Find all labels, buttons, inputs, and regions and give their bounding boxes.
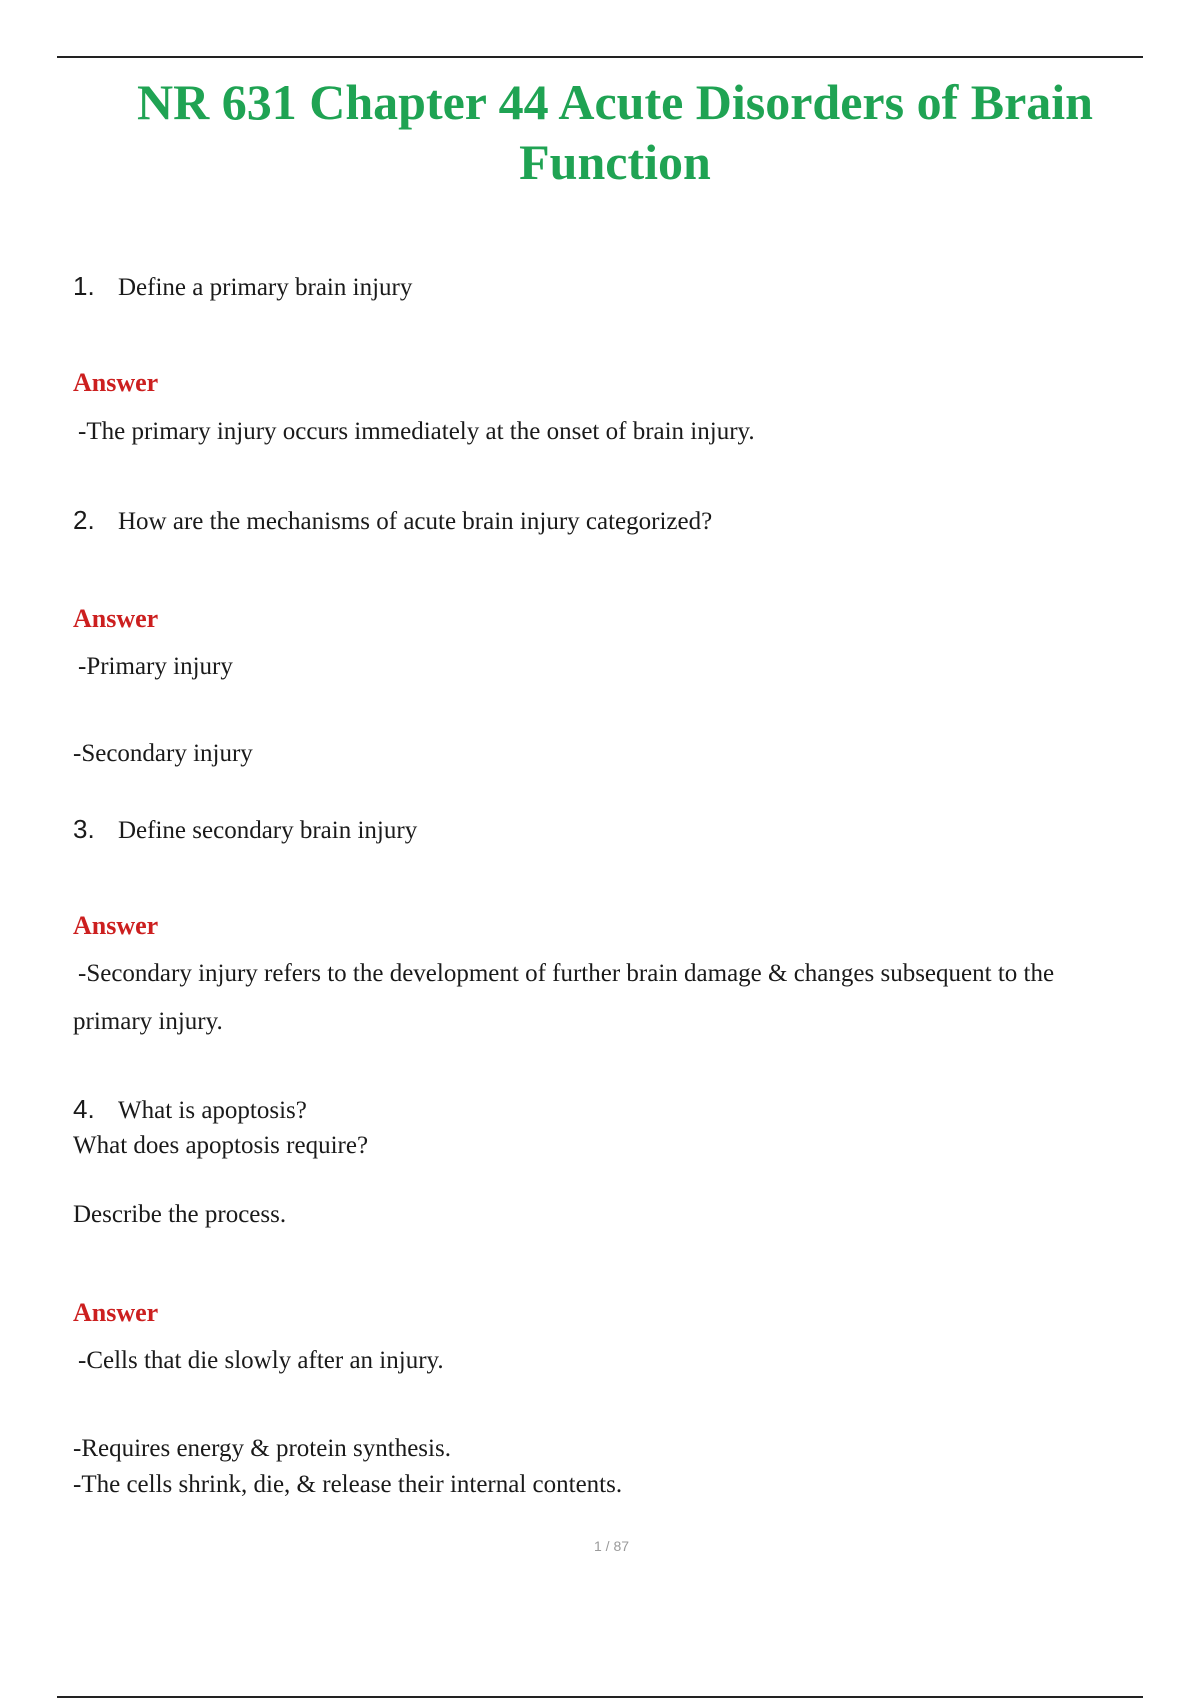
question-number: 4. xyxy=(73,1094,95,1124)
answer-4-line-2: -Requires energy & protein synthesis. xyxy=(73,1435,451,1462)
question-4 xyxy=(73,1094,307,1126)
question-4-line-3: Describe the process. xyxy=(73,1201,287,1228)
question-2 xyxy=(73,505,712,537)
answer-1: -The primary injury occurs immediately at the onset of brain injury. xyxy=(78,418,755,445)
question-number: 1. xyxy=(73,271,95,301)
answer-label-1: Answer xyxy=(73,368,159,397)
answer-3: -Secondary injury refers to the development of further brain damage & changes subsequent to the primary injury. xyxy=(73,960,1055,1035)
answer-label-2: Answer xyxy=(73,604,159,633)
question-number: 2. xyxy=(73,505,95,535)
question-text: Define secondary brain injury xyxy=(118,817,418,844)
question-number: 3. xyxy=(73,814,95,844)
answer-4-line-1: -Cells that die slowly after an injury. xyxy=(78,1347,444,1374)
question-text: How are the mechanisms of acute brain injury categorized? xyxy=(118,508,713,535)
answer-label-3: Answer xyxy=(73,911,159,940)
question-3 xyxy=(73,814,417,846)
bottom-rule xyxy=(57,1696,1143,1698)
answer-label-4: Answer xyxy=(73,1298,159,1327)
answer-2-line-2: -Secondary injury xyxy=(73,740,253,767)
question-4-line-2: What does apoptosis require? xyxy=(73,1132,369,1159)
question-text: What is apoptosis? xyxy=(118,1097,307,1124)
question-text: Define a primary brain injury xyxy=(118,274,413,301)
answer-4-line-3: -The cells shrink, die, & release their internal contents. xyxy=(73,1471,623,1498)
answer-2-line-1: -Primary injury xyxy=(78,653,233,680)
page-number: 1 / 87 xyxy=(593,1538,630,1554)
document-title: NR 631 Chapter 44 Acute Disorders of Brain Function xyxy=(137,74,1093,190)
question-1 xyxy=(73,271,412,303)
top-rule xyxy=(57,56,1143,58)
